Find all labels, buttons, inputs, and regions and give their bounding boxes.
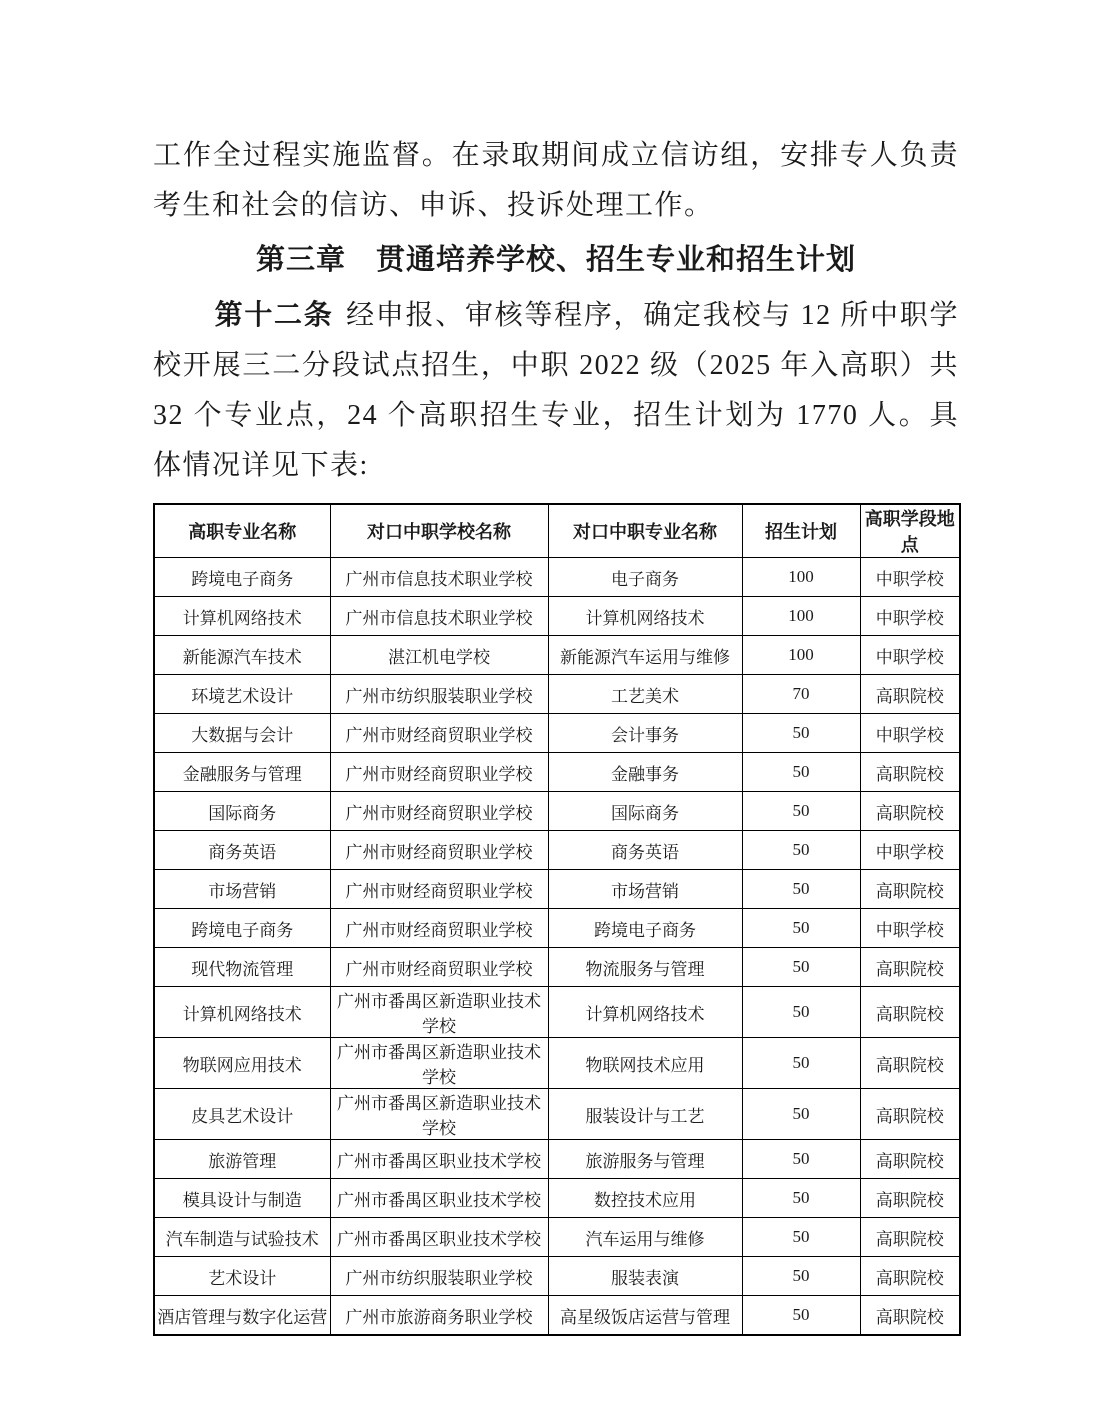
- table-row: [154, 948, 960, 987]
- table-cell: 中职学校: [860, 558, 960, 597]
- chapter-heading: 第三章 贯通培养学校、招生专业和招生计划: [255, 244, 856, 276]
- table-cell: 跨境电子商务: [548, 909, 742, 948]
- table-cell: 广州市番禺区新造职业技术学校: [330, 987, 548, 1038]
- table-cell: 旅游管理: [154, 1140, 330, 1179]
- table-cell: 中职学校: [860, 597, 960, 636]
- article-number-label: 第十二条: [214, 300, 334, 331]
- table-cell: 跨境电子商务: [154, 909, 330, 948]
- table-cell: 100: [742, 558, 860, 597]
- table-row: [154, 987, 960, 1038]
- table-cell: 70: [742, 675, 860, 714]
- table-cell: 市场营销: [154, 870, 330, 909]
- table-row: [154, 1296, 960, 1336]
- table-cell: 金融事务: [548, 753, 742, 792]
- table-row: [154, 792, 960, 831]
- table-cell: 市场营销: [548, 870, 742, 909]
- table-cell: 高职院校: [860, 1218, 960, 1257]
- plan-table-body: [154, 558, 960, 1336]
- table-cell: 服装设计与工艺: [548, 1089, 742, 1140]
- table-row: [154, 636, 960, 675]
- table-cell: 广州市财经商贸职业学校: [330, 792, 548, 831]
- table-cell: 广州市财经商贸职业学校: [330, 948, 548, 987]
- table-cell: 100: [742, 636, 860, 675]
- table-row: [154, 1089, 960, 1140]
- table-cell: 50: [742, 909, 860, 948]
- table-cell: 50: [742, 714, 860, 753]
- table-cell: 广州市番禺区职业技术学校: [330, 1140, 548, 1179]
- table-row: [154, 1218, 960, 1257]
- table-cell: 50: [742, 1257, 860, 1296]
- header-college-major: 高职专业名称: [154, 504, 330, 558]
- table-cell: 高星级饭店运营与管理: [548, 1296, 742, 1336]
- table-cell: 50: [742, 792, 860, 831]
- table-header-row: [154, 504, 960, 558]
- table-cell: 高职院校: [860, 1257, 960, 1296]
- table-cell: 国际商务: [154, 792, 330, 831]
- table-row: [154, 1140, 960, 1179]
- table-cell: 广州市财经商贸职业学校: [330, 909, 548, 948]
- table-cell: 高职院校: [860, 1296, 960, 1336]
- table-cell: 工艺美术: [548, 675, 742, 714]
- table-cell: 模具设计与制造: [154, 1179, 330, 1218]
- table-row: [154, 831, 960, 870]
- table-row: [154, 909, 960, 948]
- table-cell: 皮具艺术设计: [154, 1089, 330, 1140]
- table-cell: 计算机网络技术: [154, 597, 330, 636]
- table-cell: 现代物流管理: [154, 948, 330, 987]
- table-cell: 环境艺术设计: [154, 675, 330, 714]
- table-cell: 高职院校: [860, 1140, 960, 1179]
- table-cell: 湛江机电学校: [330, 636, 548, 675]
- table-row: [154, 714, 960, 753]
- table-row: [154, 597, 960, 636]
- table-cell: 中职学校: [860, 831, 960, 870]
- table-cell: 100: [742, 597, 860, 636]
- table-cell: 50: [742, 1140, 860, 1179]
- table-cell: 汽车运用与维修: [548, 1218, 742, 1257]
- article-paragraph: [153, 291, 959, 491]
- page-content: [153, 0, 959, 1336]
- table-cell: 高职院校: [860, 870, 960, 909]
- table-cell: 服装表演: [548, 1257, 742, 1296]
- table-cell: 酒店管理与数字化运营: [154, 1296, 330, 1336]
- table-cell: 国际商务: [548, 792, 742, 831]
- table-cell: 高职院校: [860, 1038, 960, 1089]
- table-cell: 50: [742, 870, 860, 909]
- table-cell: 会计事务: [548, 714, 742, 753]
- table-cell: 计算机网络技术: [548, 597, 742, 636]
- table-cell: 广州市财经商贸职业学校: [330, 753, 548, 792]
- header-enrollment-plan: 招生计划: [742, 504, 860, 558]
- table-cell: 50: [742, 831, 860, 870]
- table-cell: 物联网技术应用: [548, 1038, 742, 1089]
- header-secondary-school: 对口中职学校名称: [330, 504, 548, 558]
- table-cell: 商务英语: [548, 831, 742, 870]
- table-cell: 高职院校: [860, 753, 960, 792]
- table-cell: 高职院校: [860, 1179, 960, 1218]
- table-row: [154, 753, 960, 792]
- table-cell: 广州市番禺区新造职业技术学校: [330, 1038, 548, 1089]
- table-row: [154, 870, 960, 909]
- continued-paragraph: 工作全过程实施监督。在录取期间成立信访组，安排专人负责考生和社会的信访、申诉、投诉处理工作。: [153, 140, 959, 221]
- table-cell: 50: [742, 1218, 860, 1257]
- table-cell: 广州市番禺区新造职业技术学校: [330, 1089, 548, 1140]
- table-cell: 高职院校: [860, 1089, 960, 1140]
- table-cell: 广州市纺织服装职业学校: [330, 675, 548, 714]
- table-row: [154, 1038, 960, 1089]
- table-cell: 跨境电子商务: [154, 558, 330, 597]
- table-row: [154, 1257, 960, 1296]
- table-cell: 广州市纺织服装职业学校: [330, 1257, 548, 1296]
- table-cell: 计算机网络技术: [548, 987, 742, 1038]
- table-cell: 商务英语: [154, 831, 330, 870]
- enrollment-plan-table: [153, 503, 961, 1336]
- table-cell: 汽车制造与试验技术: [154, 1218, 330, 1257]
- table-cell: 中职学校: [860, 909, 960, 948]
- table-cell: 大数据与会计: [154, 714, 330, 753]
- table-cell: 旅游服务与管理: [548, 1140, 742, 1179]
- table-cell: 广州市番禺区职业技术学校: [330, 1218, 548, 1257]
- table-cell: 数控技术应用: [548, 1179, 742, 1218]
- table-cell: 50: [742, 1296, 860, 1336]
- table-cell: 中职学校: [860, 636, 960, 675]
- table-row: [154, 675, 960, 714]
- table-cell: 广州市旅游商务职业学校: [330, 1296, 548, 1336]
- table-cell: 新能源汽车技术: [154, 636, 330, 675]
- table-cell: 50: [742, 1179, 860, 1218]
- table-cell: 新能源汽车运用与维修: [548, 636, 742, 675]
- table-cell: 高职院校: [860, 987, 960, 1038]
- table-cell: 广州市信息技术职业学校: [330, 558, 548, 597]
- table-cell: 50: [742, 753, 860, 792]
- table-cell: 艺术设计: [154, 1257, 330, 1296]
- table-cell: 广州市财经商贸职业学校: [330, 714, 548, 753]
- table-cell: 计算机网络技术: [154, 987, 330, 1038]
- table-cell: 50: [742, 1038, 860, 1089]
- table-cell: 高职院校: [860, 675, 960, 714]
- table-cell: 高职院校: [860, 948, 960, 987]
- table-cell: 50: [742, 987, 860, 1038]
- table-cell: 广州市财经商贸职业学校: [330, 870, 548, 909]
- table-cell: 广州市番禺区职业技术学校: [330, 1179, 548, 1218]
- article-body-text: 经申报、审核等程序，确定我校与 12 所中职学校开展三二分段试点招生，中职 2022 级（2025 年入高职）共 32 个专业点，24 个高职招生专业，招生计划为 1770 人。具体情况详见下表:: [153, 300, 959, 481]
- table-cell: 高职院校: [860, 792, 960, 831]
- header-study-location: 高职学段地点: [860, 504, 960, 558]
- table-cell: 50: [742, 1089, 860, 1140]
- table-cell: 广州市财经商贸职业学校: [330, 831, 548, 870]
- table-row: [154, 1179, 960, 1218]
- table-cell: 电子商务: [548, 558, 742, 597]
- table-row: [154, 558, 960, 597]
- table-cell: 物流服务与管理: [548, 948, 742, 987]
- header-secondary-major: 对口中职专业名称: [548, 504, 742, 558]
- table-cell: 中职学校: [860, 714, 960, 753]
- table-cell: 广州市信息技术职业学校: [330, 597, 548, 636]
- table-cell: 物联网应用技术: [154, 1038, 330, 1089]
- table-cell: 金融服务与管理: [154, 753, 330, 792]
- table-cell: 50: [742, 948, 860, 987]
